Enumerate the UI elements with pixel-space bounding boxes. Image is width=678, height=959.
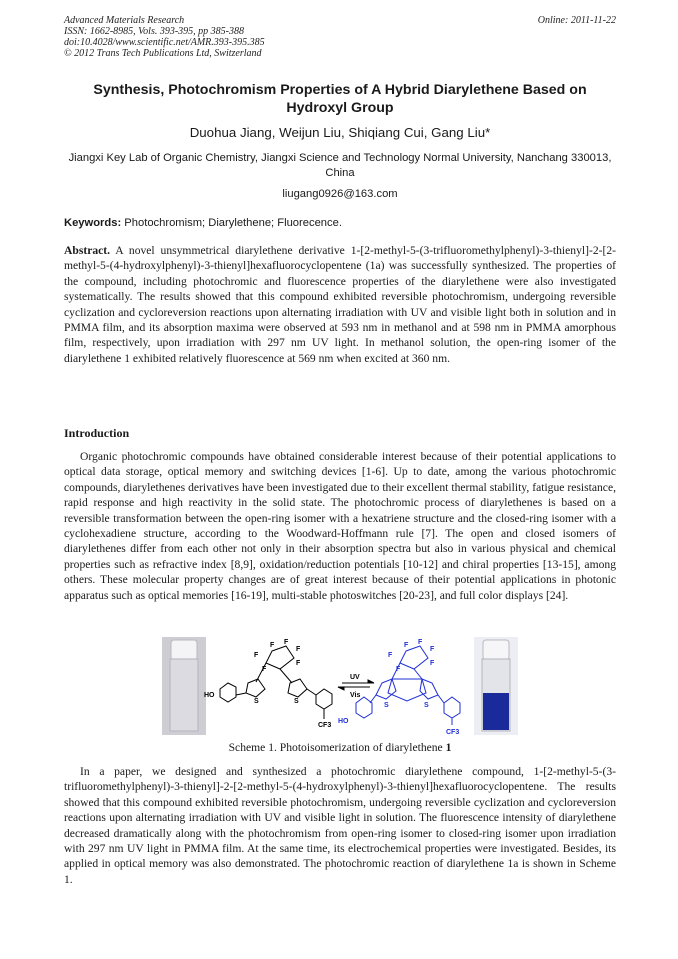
keywords-label: Keywords:	[64, 217, 122, 229]
atom-ho-label: HO	[204, 692, 215, 699]
atom-f-label: F	[270, 642, 275, 649]
online-date: Online: 2011-11-22	[537, 15, 616, 26]
keywords-text: Photochromism; Diarylethene; Fluorecence.	[121, 217, 342, 229]
vial-open-form	[162, 637, 206, 735]
atom-f-label: F	[404, 642, 409, 649]
atom-ho-label: HO	[338, 718, 349, 725]
atom-f-label: F	[418, 639, 423, 646]
scheme-caption-compound: 1	[445, 741, 452, 754]
atom-cf3-label: CF3	[318, 722, 332, 729]
reaction-arrows	[338, 680, 374, 690]
affiliation: Jiangxi Key Lab of Organic Chemistry, Jiangxi Science and Technology Normal University, Nanchang 330013, China	[68, 152, 612, 179]
doi-line: doi:10.4028/www.scientific.net/AMR.393-395.385	[64, 37, 265, 48]
author-list: Duohua Jiang, Weijun Liu, Shiqiang Cui, Gang Liu*	[189, 125, 491, 140]
atom-f-label: F	[396, 666, 401, 673]
open-ring-labels	[204, 639, 331, 729]
atom-f-label: F	[262, 666, 267, 673]
photoisomerization-structures	[204, 637, 470, 737]
contact-email: liugang0926@163.com	[282, 188, 398, 200]
copyright-line: © 2012 Trans Tech Publications Ltd, Switzerland	[64, 48, 262, 59]
abstract-label: Abstract.	[64, 244, 111, 257]
atom-f-label: F	[296, 646, 301, 653]
atom-s-label: S	[424, 702, 429, 709]
section-heading-introduction: Introduction	[64, 426, 130, 440]
issn-line: ISSN: 1662-8985, Vols. 393-395, pp 385-388	[64, 26, 244, 37]
atom-s-label: S	[384, 702, 389, 709]
atom-f-label: F	[430, 660, 435, 667]
vial-closed-form	[474, 637, 518, 735]
atom-s-label: S	[254, 698, 259, 705]
vial-open-image	[162, 637, 206, 735]
scheme-caption-text: Scheme 1. Photoisomerization of diarylethene	[228, 741, 446, 754]
keywords	[64, 216, 616, 230]
arrow-label-vis: Vis	[350, 692, 361, 699]
atom-f-label: F	[296, 660, 301, 667]
intro-paragraph-2: In a paper, we designed and synthesized a photochromic diarylethene compound, 1-[2-methyl-5-(3-trifluoromethylphenyl)-3-thienyl]-2-[2-methyl-5-(4-hydroxylphenyl)-3-thienyl]hexafluorocyclopentene. The results showed that this compound exhibited reversible photochromism, undergoing reversible cyclization and cycloreversion reactions upon alternating irradiation with UV and visible light in solution. The fluorescence intensity of diarylethene decreased dramatically along with the photochromism from open-ring isomer to closed-ring isomer upon irradiation with 297 nm UV light in PMMA film. At the same time, its electrochemical properties were investigated. Besides, its applied in optical memory was also demonstrated. The photochromic reaction of diarylethene 1a is shown in Scheme 1.	[64, 765, 616, 886]
journal-name: Advanced Materials Research	[64, 15, 185, 26]
journal-header	[64, 15, 616, 59]
abstract	[64, 243, 616, 366]
atom-f-label: F	[388, 652, 393, 659]
scheme-caption	[64, 741, 616, 754]
atom-s-label: S	[294, 698, 299, 705]
open-ring-isomer	[220, 646, 332, 719]
intro-paragraph-1: Organic photochromic compounds have obtained considerable interest because of their potential applications to optical data storage, optical memory and switching devices [1-6]. Up to date, among the various photochromic compounds, diarylethenes derivatives have been investigated due to their excellent thermal stability, fatigue resistance, rapid response and high reactivity in the solid state. The photochromic process of diarylethenes is based on a reversible transformation between the open-ring isomer with a hexatriene structure and the closed-ring isomer with a cyclohexadiene structure, according to the Woodward-Hoffmann rule [7]. The open and closed isomers of diarylethenes differ from each other not only in their absorption spectra but also in various physical and chemical properties such as refractive index [8,9], oxidation/reduction potentials [10-12] and chiral properties [13-15], among others. These molecular property changes are of great interest because of their potential applications in photonic apparatus such as optical memories [16-19], multi-stable photoswitches [20-23], and full color displays [24].	[64, 450, 616, 602]
arrow-label-uv: UV	[350, 674, 360, 681]
closed-ring-isomer	[356, 646, 460, 725]
vial-closed-image	[474, 637, 518, 735]
atom-cf3-label: CF3	[446, 729, 460, 736]
paper-title: Synthesis, Photochromism Properties of A Hybrid Diarylethene Based on Hydroxyl Group	[93, 82, 587, 116]
atom-f-label: F	[430, 646, 435, 653]
atom-f-label: F	[284, 639, 289, 646]
atom-f-label: F	[254, 652, 259, 659]
abstract-text: A novel unsymmetrical diarylethene derivative 1-[2-methyl-5-(3-trifluoromethylphenyl)-3-thienyl]-2-[2-methyl-5-(4-hydroxylphenyl)-3-thienyl]hexafluorocyclopentene (1a) was successfully synthesized. The properties of the compound, including photochromic and fluorescence properties of the diarylethene were also investigated systematically. The results showed that this compound exhibited reversible photochromism, undergoing reversible cyclization and cycloreversion reactions upon alternating irradiation with UV and visible light both in solution and in PMMA film, and its absorption maxima were observed at 593 nm in methanol and at 598 nm in PMMA amorphous film, respectively, upon irradiation with 297 nm UV light. In methanol solution, the open-ring isomer of the diarylethene 1 exhibited relatively fluorescence at 569 nm when excited at 360 nm.	[64, 244, 616, 365]
scheme-figure	[162, 637, 518, 737]
